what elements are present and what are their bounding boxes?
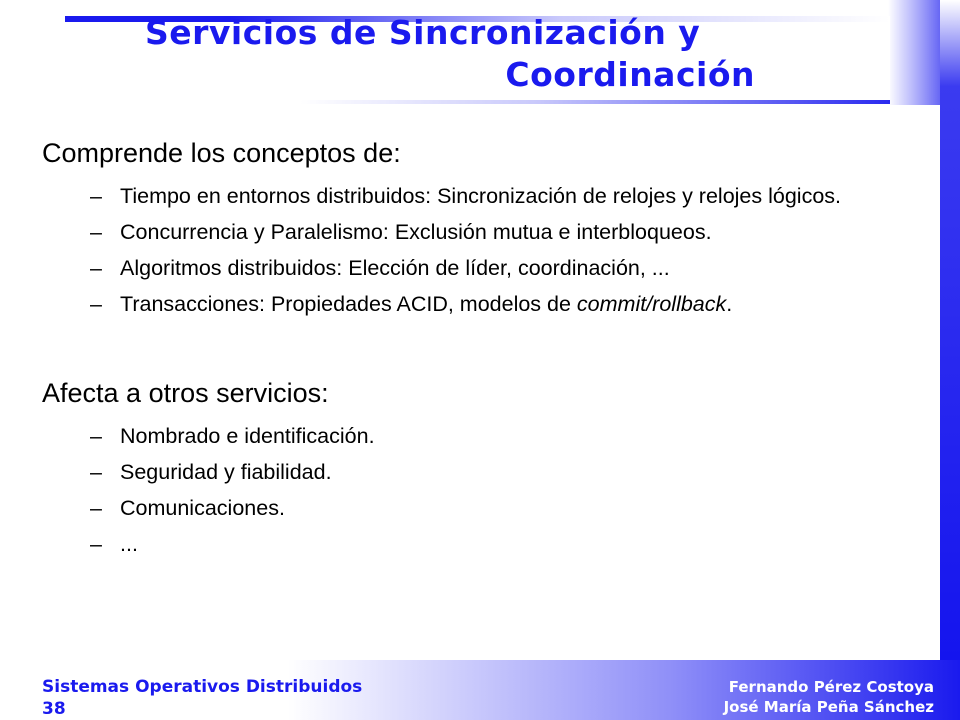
footer-slide-number: 38: [42, 699, 66, 719]
footer-course-info: [42, 676, 362, 720]
list-item: [42, 250, 922, 286]
slide-body: [42, 134, 922, 562]
list-item: [42, 214, 922, 250]
decorative-right-gradient-band: [940, 0, 960, 720]
list-item-text: Transacciones: Propiedades ACID, modelos de: [120, 292, 577, 316]
list-item: [42, 178, 922, 214]
dash-marker: –: [90, 532, 102, 556]
list-item-text: ...: [120, 532, 138, 556]
slide-title-line-2: Coordinación: [505, 55, 755, 94]
footer-author-2: José María Peña Sánchez: [723, 698, 934, 716]
list-item: [42, 490, 922, 526]
affects-list: [42, 418, 922, 562]
dash-marker: –: [90, 220, 102, 244]
footer-authors: [724, 677, 934, 717]
list-item: [42, 418, 922, 454]
list-item: [42, 286, 922, 322]
footer-author-1: Fernando Pérez Costoya: [728, 678, 934, 696]
list-item-text: Nombrado e identificación.: [120, 424, 375, 448]
slide-title: [145, 12, 755, 96]
footer-course-name: Sistemas Operativos Distribuidos: [42, 677, 363, 697]
list-item-text-end: .: [726, 292, 733, 316]
section-heading-affects: Afecta a otros servicios:: [42, 378, 329, 408]
list-item-text: Tiempo en entornos distribuidos: Sincronización de relojes y relojes lógicos.: [120, 184, 842, 208]
dash-marker: –: [90, 424, 102, 448]
list-item-text: Comunicaciones.: [120, 496, 285, 520]
dash-marker: –: [90, 256, 102, 280]
list-item: [42, 526, 922, 562]
dash-marker: –: [90, 460, 102, 484]
concepts-list: [42, 178, 922, 322]
list-item: [42, 454, 922, 490]
title-bottom-rule: [300, 100, 890, 104]
list-item-italic-text: commit/rollback: [576, 292, 727, 316]
dash-marker: –: [90, 292, 102, 316]
list-item-text: Seguridad y fiabilidad.: [120, 460, 332, 484]
list-item-text: Algoritmos distribuidos: Elección de líder, coordinación, ...: [120, 256, 670, 280]
list-item-text: Concurrencia y Paralelismo: Exclusión mutua e interbloqueos.: [120, 220, 712, 244]
section-heading-concepts: Comprende los conceptos de:: [42, 138, 401, 168]
dash-marker: –: [90, 496, 102, 520]
slide-title-line-1: Servicios de Sincronización y: [145, 13, 701, 52]
dash-marker: –: [90, 184, 102, 208]
